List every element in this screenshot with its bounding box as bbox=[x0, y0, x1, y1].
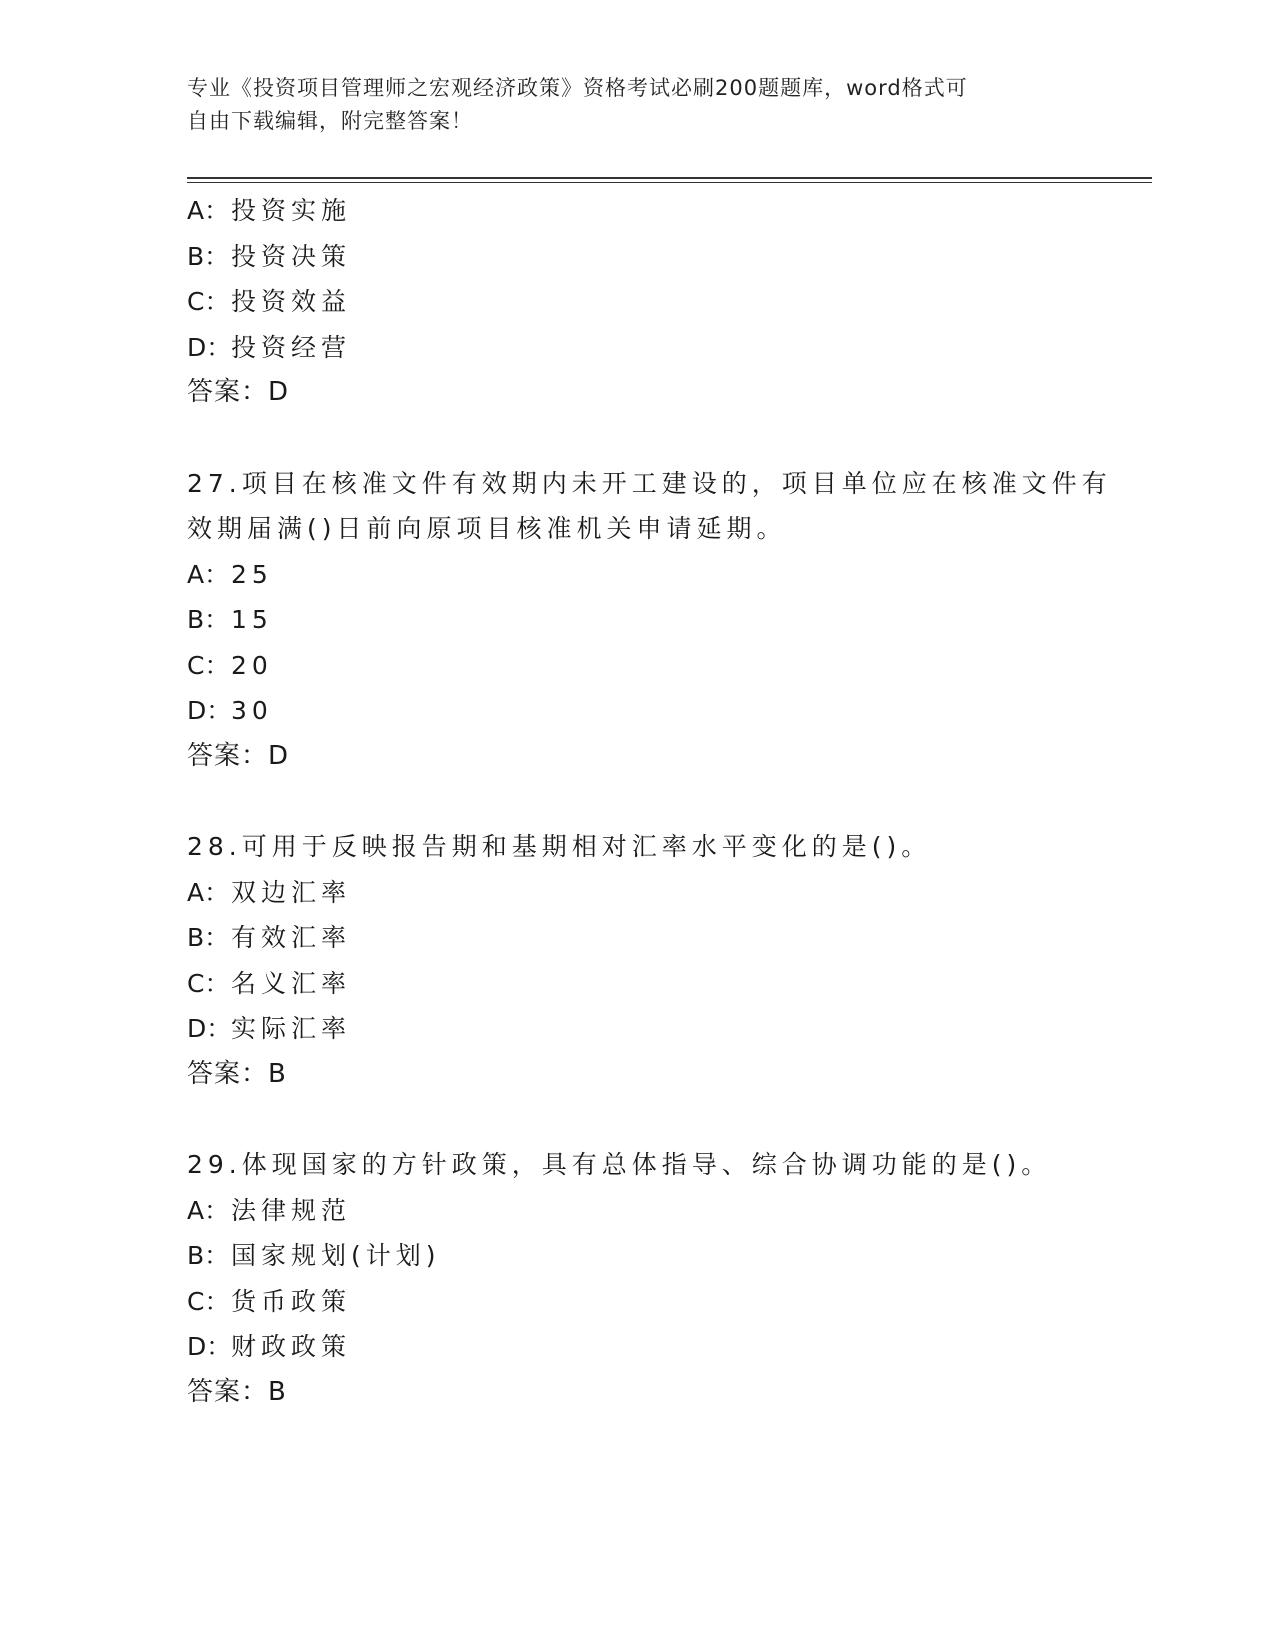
option-b: B：15 bbox=[187, 605, 273, 634]
question-stem-line-2: 效期届满()日前向原项目核准机关申请延期。 bbox=[187, 514, 787, 543]
option-b: B：有效汇率 bbox=[187, 923, 352, 952]
question-stem-line-1: 27.项目在核准文件有效期内未开工建设的，项目单位应在核准文件有 bbox=[187, 468, 1112, 498]
option-a: A：法律规范 bbox=[187, 1195, 352, 1225]
option-d: D：投资经营 bbox=[187, 332, 352, 362]
header-line-1: 专业《投资项目管理师之宏观经济政策》资格考试必刷200题题库，word格式可 bbox=[187, 76, 968, 100]
question-stem-line-1: 28.可用于反映报告期和基期相对汇率水平变化的是()。 bbox=[187, 832, 932, 861]
option-a: A：双边汇率 bbox=[187, 877, 352, 907]
option-a: A：25 bbox=[187, 559, 273, 589]
spacer bbox=[187, 1097, 1147, 1142]
option-b: B：投资决策 bbox=[187, 241, 352, 271]
option-d: D：30 bbox=[187, 696, 273, 725]
question-list bbox=[187, 188, 1147, 1415]
header-divider-thin bbox=[187, 182, 1152, 183]
answer-line: 答案：B bbox=[187, 1058, 287, 1089]
option-b: B：国家规划(计划) bbox=[187, 1241, 441, 1270]
question-27 bbox=[187, 461, 1147, 780]
option-a: A：投资实施 bbox=[187, 196, 352, 225]
answer-line: 答案：D bbox=[187, 740, 290, 771]
answer-line: 答案：D bbox=[187, 377, 290, 407]
option-d: D：实际汇率 bbox=[187, 1014, 352, 1043]
header-divider-thick bbox=[187, 177, 1152, 179]
question-28 bbox=[187, 824, 1147, 1097]
header-line-2: 自由下载编辑，附完整答案！ bbox=[187, 109, 473, 133]
question-29 bbox=[187, 1142, 1147, 1415]
spacer bbox=[187, 779, 1147, 824]
option-c: C：货币政策 bbox=[187, 1286, 352, 1316]
document-header bbox=[187, 72, 1087, 138]
spacer bbox=[187, 416, 1147, 461]
answer-line: 答案：B bbox=[187, 1376, 287, 1407]
option-c: C：名义汇率 bbox=[187, 968, 352, 998]
option-d: D：财政政策 bbox=[187, 1332, 352, 1361]
option-c: C：投资效益 bbox=[187, 287, 352, 316]
option-c: C：20 bbox=[187, 650, 273, 680]
question-stem-line-1: 29.体现国家的方针政策，具有总体指导、综合协调功能的是()。 bbox=[187, 1150, 1052, 1179]
question-26 bbox=[187, 188, 1147, 416]
